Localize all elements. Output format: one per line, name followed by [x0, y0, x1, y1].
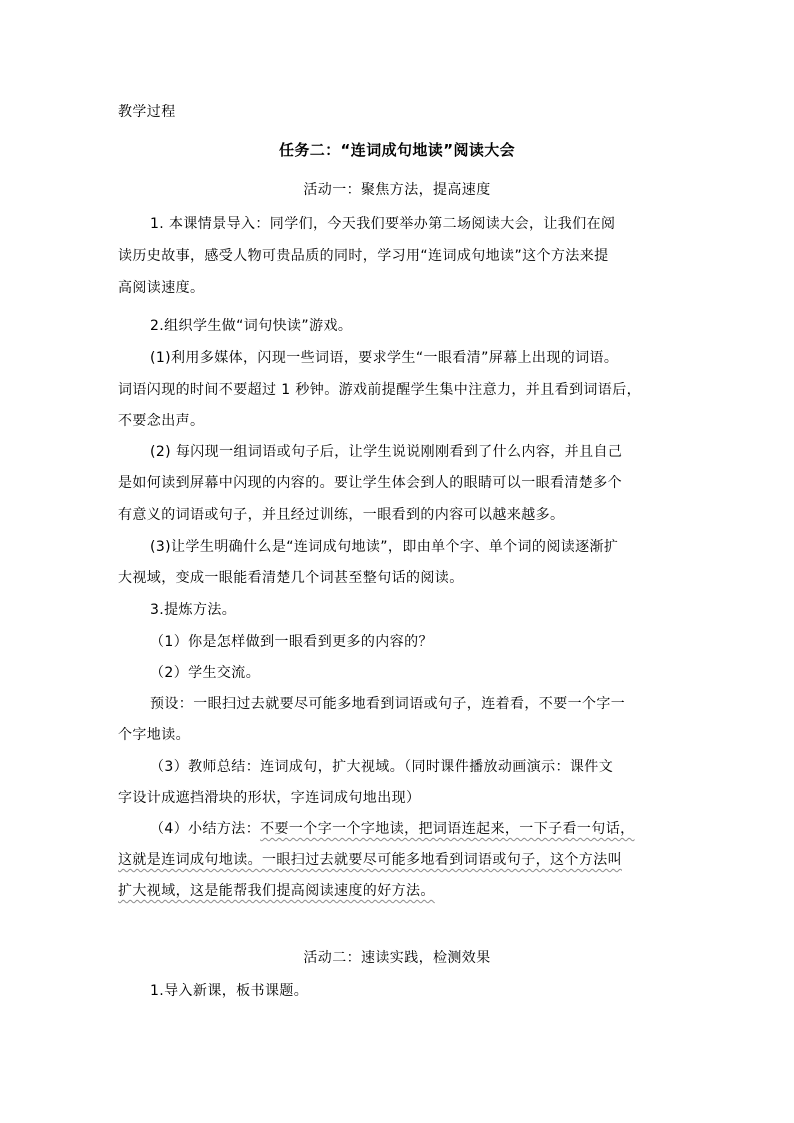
paragraph-line: 2.组织学生做“词句快读”游戏。: [150, 318, 353, 334]
summary-line: [150, 819, 635, 839]
paragraph-line: 大视域，变成一眼能看清楚几个词甚至整句话的阅读。: [118, 570, 464, 586]
summary-label: （4）小结方法：: [150, 821, 261, 837]
paragraph-line: (1)利用多媒体，闪现一些词语，要求学生“一眼看清”屏幕上出现的词语。: [150, 350, 619, 366]
activity-2-title: 活动二：速读实践，检测效果: [303, 950, 491, 966]
paragraph-line: 1. 本课情景导入：同学们，今天我们要举办第二场阅读大会，让我们在阅: [150, 216, 616, 232]
paragraph-line: （2）学生交流。: [150, 665, 261, 681]
summary-text: 这就是连词成句地读。一眼扫过去就要尽可能多地看到词语或句子，这个方法叫: [118, 852, 622, 868]
paragraph-line: 1.导入新课，板书课题。: [150, 983, 309, 999]
paragraph-line: 3.提炼方法。: [150, 602, 237, 618]
paragraph-line: （3）教师总结：连词成句，扩大视域。（同时课件播放动画演示：课件文: [150, 759, 614, 775]
paragraph-line: (2) 每闪现一组词语或句子后，让学生说说刚刚看到了什么内容，并且自己: [150, 444, 623, 460]
summary-text: 扩大视域，这是能帮我们提高阅读速度的好方法。: [118, 883, 435, 899]
paragraph-line: 字设计成遮挡滑块的形状，字连词成句地出现）: [118, 790, 421, 806]
paragraph-line: 读历史故事，感受人物可贵品质的同时，学习用“连词成句地读”这个方法来提: [118, 248, 609, 264]
section-label: 教学过程: [118, 104, 176, 120]
paragraph-line: 词语闪现的时间不要超过 1 秒钟。游戏前提醒学生集中注意力，并且看到词语后，: [118, 382, 642, 398]
paragraph-line: 是如何读到屏幕中闪现的内容的。要让学生体会到人的眼睛可以一眼看清楚多个: [118, 475, 622, 491]
activity-1-title: 活动一：聚焦方法，提高速度: [303, 182, 491, 198]
paragraph-line: 不要念出声。: [118, 413, 205, 429]
paragraph-line: 有意义的词语或句子，并且经过训练，一眼看到的内容可以越来越多。: [118, 507, 565, 523]
paragraph-line: 预设：一眼扫过去就要尽可能多地看到词语或句子，连着看，不要一个字一: [150, 696, 626, 712]
summary-line: [118, 850, 622, 870]
task-title: 任务二：“连词成句地读”阅读大会: [278, 141, 516, 159]
paragraph-line: (3)让学生明确什么是“连词成句地读”，即由单个字、单个词的阅读逐渐扩: [150, 539, 619, 555]
summary-text: 不要一个字一个字地读，把词语连起来，一下子看一句话，: [260, 821, 635, 837]
paragraph-line: （1）你是怎样做到一眼看到更多的内容的？: [150, 634, 433, 650]
summary-line: [118, 881, 435, 901]
paragraph-line: 高阅读速度。: [118, 280, 205, 296]
paragraph-line: 个字地读。: [118, 727, 190, 743]
